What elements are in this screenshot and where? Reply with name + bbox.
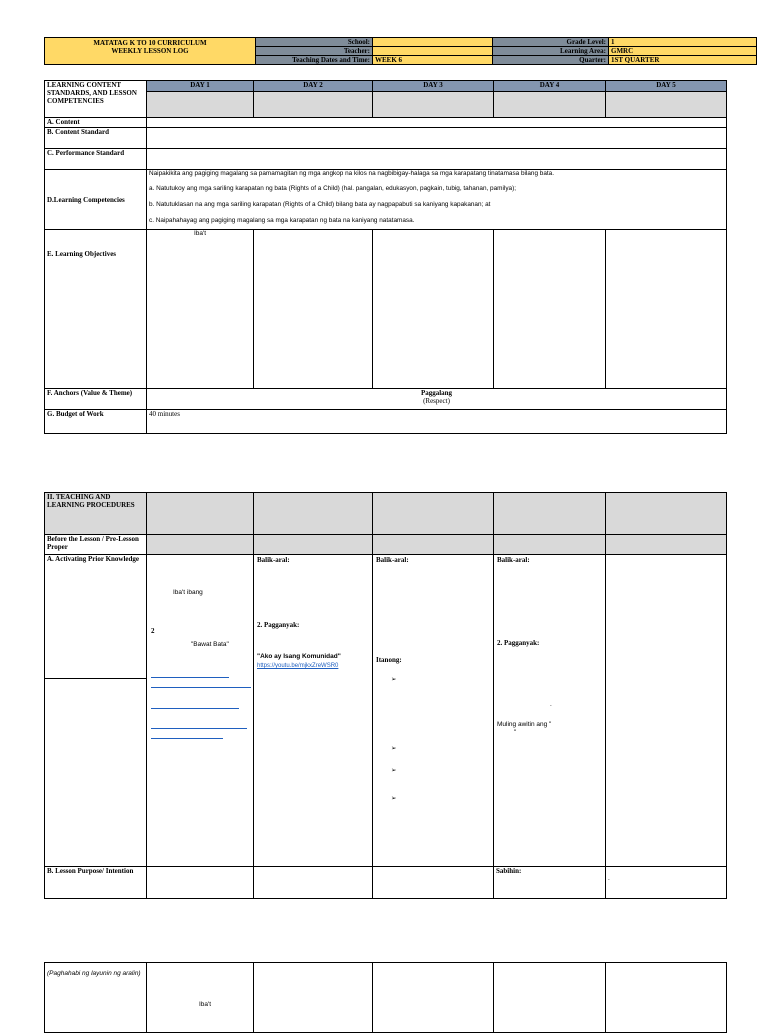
purpose-day5: . [606, 867, 727, 899]
day2-subheader [254, 92, 373, 118]
objectives-label: E. Learning Objectives [45, 230, 147, 389]
day1-bawat-bata: "Bawat Bata" [191, 641, 229, 648]
content-standard-value [147, 128, 727, 149]
day4-header: DAY 4 [494, 81, 606, 92]
anchors-value: Paggalang [420, 389, 453, 397]
procedures-title: II. TEACHING AND LEARNING PROCEDURES [45, 493, 147, 535]
content-label: A. Content [45, 118, 147, 128]
paghahabi-day5 [606, 963, 727, 1033]
day3-balik-aral: Balik-aral: [376, 556, 409, 564]
anchors-value-cell [147, 389, 727, 410]
day4-pagganyak: 2. Pagganyak: [497, 639, 540, 647]
budget-value: 40 minutes [147, 410, 727, 434]
content-value [147, 118, 727, 128]
competencies-table [44, 80, 727, 434]
purpose-day4-sabihin: Sabihin: [494, 867, 606, 899]
before-day1 [147, 535, 254, 555]
school-label: School: [256, 38, 373, 47]
day2-balik-aral: Balik-aral: [257, 556, 290, 564]
activating-day5 [606, 555, 727, 867]
area-value: GMRC [609, 47, 757, 56]
area-label: Learning Area: [493, 47, 609, 56]
teacher-value [373, 47, 493, 56]
lesson-purpose-label: B. Lesson Purpose/ Intention [45, 867, 147, 899]
teacher-label: Teacher: [256, 47, 373, 56]
quarter-value: 1ST QUARTER [609, 56, 757, 65]
day1-link-line-3 [151, 708, 239, 709]
day2-song-title: "Ako ay Isang Komunidad" [257, 653, 341, 660]
competency-c: c. Naipahahayag ang pagiging magalang sa mga karapatan ng bata na kaniyang natatamasa. [149, 217, 415, 224]
before-day5 [606, 535, 727, 555]
content-standard-text: B. Content Standard [47, 128, 110, 136]
day1-iba-ibang: Iba't ibang [173, 589, 203, 596]
day1-link-line-1 [151, 677, 229, 678]
proc-day2-header [254, 493, 373, 535]
header-title-cell [45, 38, 256, 65]
day5-header: DAY 5 [606, 81, 727, 92]
day4-quote: " [514, 729, 517, 736]
header-table [44, 37, 757, 65]
grade-label: Grade Level: [493, 38, 609, 47]
day5-subheader [606, 92, 727, 118]
activating-label-continued [45, 679, 147, 867]
day2-pagganyak: 2. Pagganyak: [257, 621, 300, 629]
dates-label: Teaching Dates and Time: [256, 56, 373, 65]
paghahabi-day1 [147, 963, 254, 1033]
purpose-day1 [147, 867, 254, 899]
before-lesson-label: Before the Lesson / Pre-Lesson Proper [45, 535, 147, 555]
day1-subheader [147, 92, 254, 118]
anchors-label: F. Anchors (Value & Theme) [45, 389, 147, 410]
day1-link-line-4 [151, 728, 247, 729]
day3-bullet-4: ➢ [391, 795, 397, 802]
paghahabi-label: (Paghahabi ng layunin ng aralin) [45, 963, 147, 1033]
objectives-day5 [606, 230, 727, 389]
before-day2 [254, 535, 373, 555]
activating-day3 [373, 555, 494, 867]
competency-main: Naipakikita ang pagiging magalang sa pamamagitan ng mga angkop na kilos na nagbibigay-halaga sa mga karapatang tinatamasa bilang bata. [149, 170, 555, 177]
day2-header: DAY 2 [254, 81, 373, 92]
before-day3 [373, 535, 494, 555]
paghahabi-day4 [494, 963, 606, 1033]
competency-a: a. Natutukoy ang mga sariling karapatan ng bata (Rights of a Child) (hal. pangalan, edukasyon, pagkain, tubig, tahanan, pamilya); [149, 185, 516, 192]
objectives-day2 [254, 230, 373, 389]
paghahabi-day3 [373, 963, 494, 1033]
proc-day4-header [494, 493, 606, 535]
before-day4 [494, 535, 606, 555]
log-title: WEEKLY LESSON LOG [111, 47, 189, 55]
dates-value: WEEK 6 [373, 56, 493, 65]
day3-itanong: Itanong: [376, 656, 402, 664]
grade-value: 1 [609, 38, 757, 47]
school-value [373, 38, 493, 47]
day4-balik-aral: Balik-aral: [497, 556, 530, 564]
objectives-day4 [494, 230, 606, 389]
day1-header: DAY 1 [147, 81, 254, 92]
paghahabi-day1-text: Iba't [199, 1001, 212, 1008]
proc-day3-header [373, 493, 494, 535]
purpose-day2 [254, 867, 373, 899]
competencies-label: D.Learning Competencies [45, 170, 147, 230]
section1-title: LEARNING CONTENT STANDARDS, AND LESSON COMPETENCIES [45, 81, 147, 118]
anchors-value-english: (Respect) [423, 397, 450, 405]
purpose-day3 [373, 867, 494, 899]
activating-label: A. Activating Prior Knowledge [45, 555, 147, 679]
day1-number: 2 [151, 627, 155, 635]
budget-label: G. Budget of Work [45, 410, 147, 434]
activating-day4 [494, 555, 606, 867]
day4-subheader [494, 92, 606, 118]
day3-bullet-1: ➢ [391, 676, 397, 683]
proc-day1-header [147, 493, 254, 535]
performance-standard-value [147, 149, 727, 170]
proc-day5-header [606, 493, 727, 535]
objectives-weaving-table [44, 962, 727, 1033]
paghahabi-day2 [254, 963, 373, 1033]
curriculum-title: MATATAG K TO 10 CURRICULUM [93, 39, 207, 47]
objectives-day3 [373, 230, 494, 389]
activating-day1 [147, 555, 254, 867]
day4-dot: . [550, 701, 552, 708]
content-standard-label [45, 128, 147, 149]
competency-b: b. Natutuklasan na ang mga sariling karapatan (Rights of a Child) bilang bata ay nagpapabuti sa kaniyang kapakanan; at [149, 201, 491, 208]
day1-link-line-2 [151, 687, 251, 688]
performance-standard-label: C. Performance Standard [45, 149, 147, 170]
activating-day2 [254, 555, 373, 867]
quarter-label: Quarter: [493, 56, 609, 65]
competencies-cell [147, 170, 727, 230]
day3-bullet-2: ➢ [391, 745, 397, 752]
procedures-table [44, 492, 727, 899]
day3-header: DAY 3 [373, 81, 494, 92]
day2-video-link[interactable]: https://youtu.be/mjkxZreWSR0 [257, 663, 339, 669]
day4-muling-awitin: Muling awitin ang " [497, 721, 552, 728]
day3-subheader [373, 92, 494, 118]
objectives-day1: Iba't [147, 230, 254, 389]
day3-bullet-3: ➢ [391, 767, 397, 774]
day1-link-line-5 [151, 738, 223, 739]
